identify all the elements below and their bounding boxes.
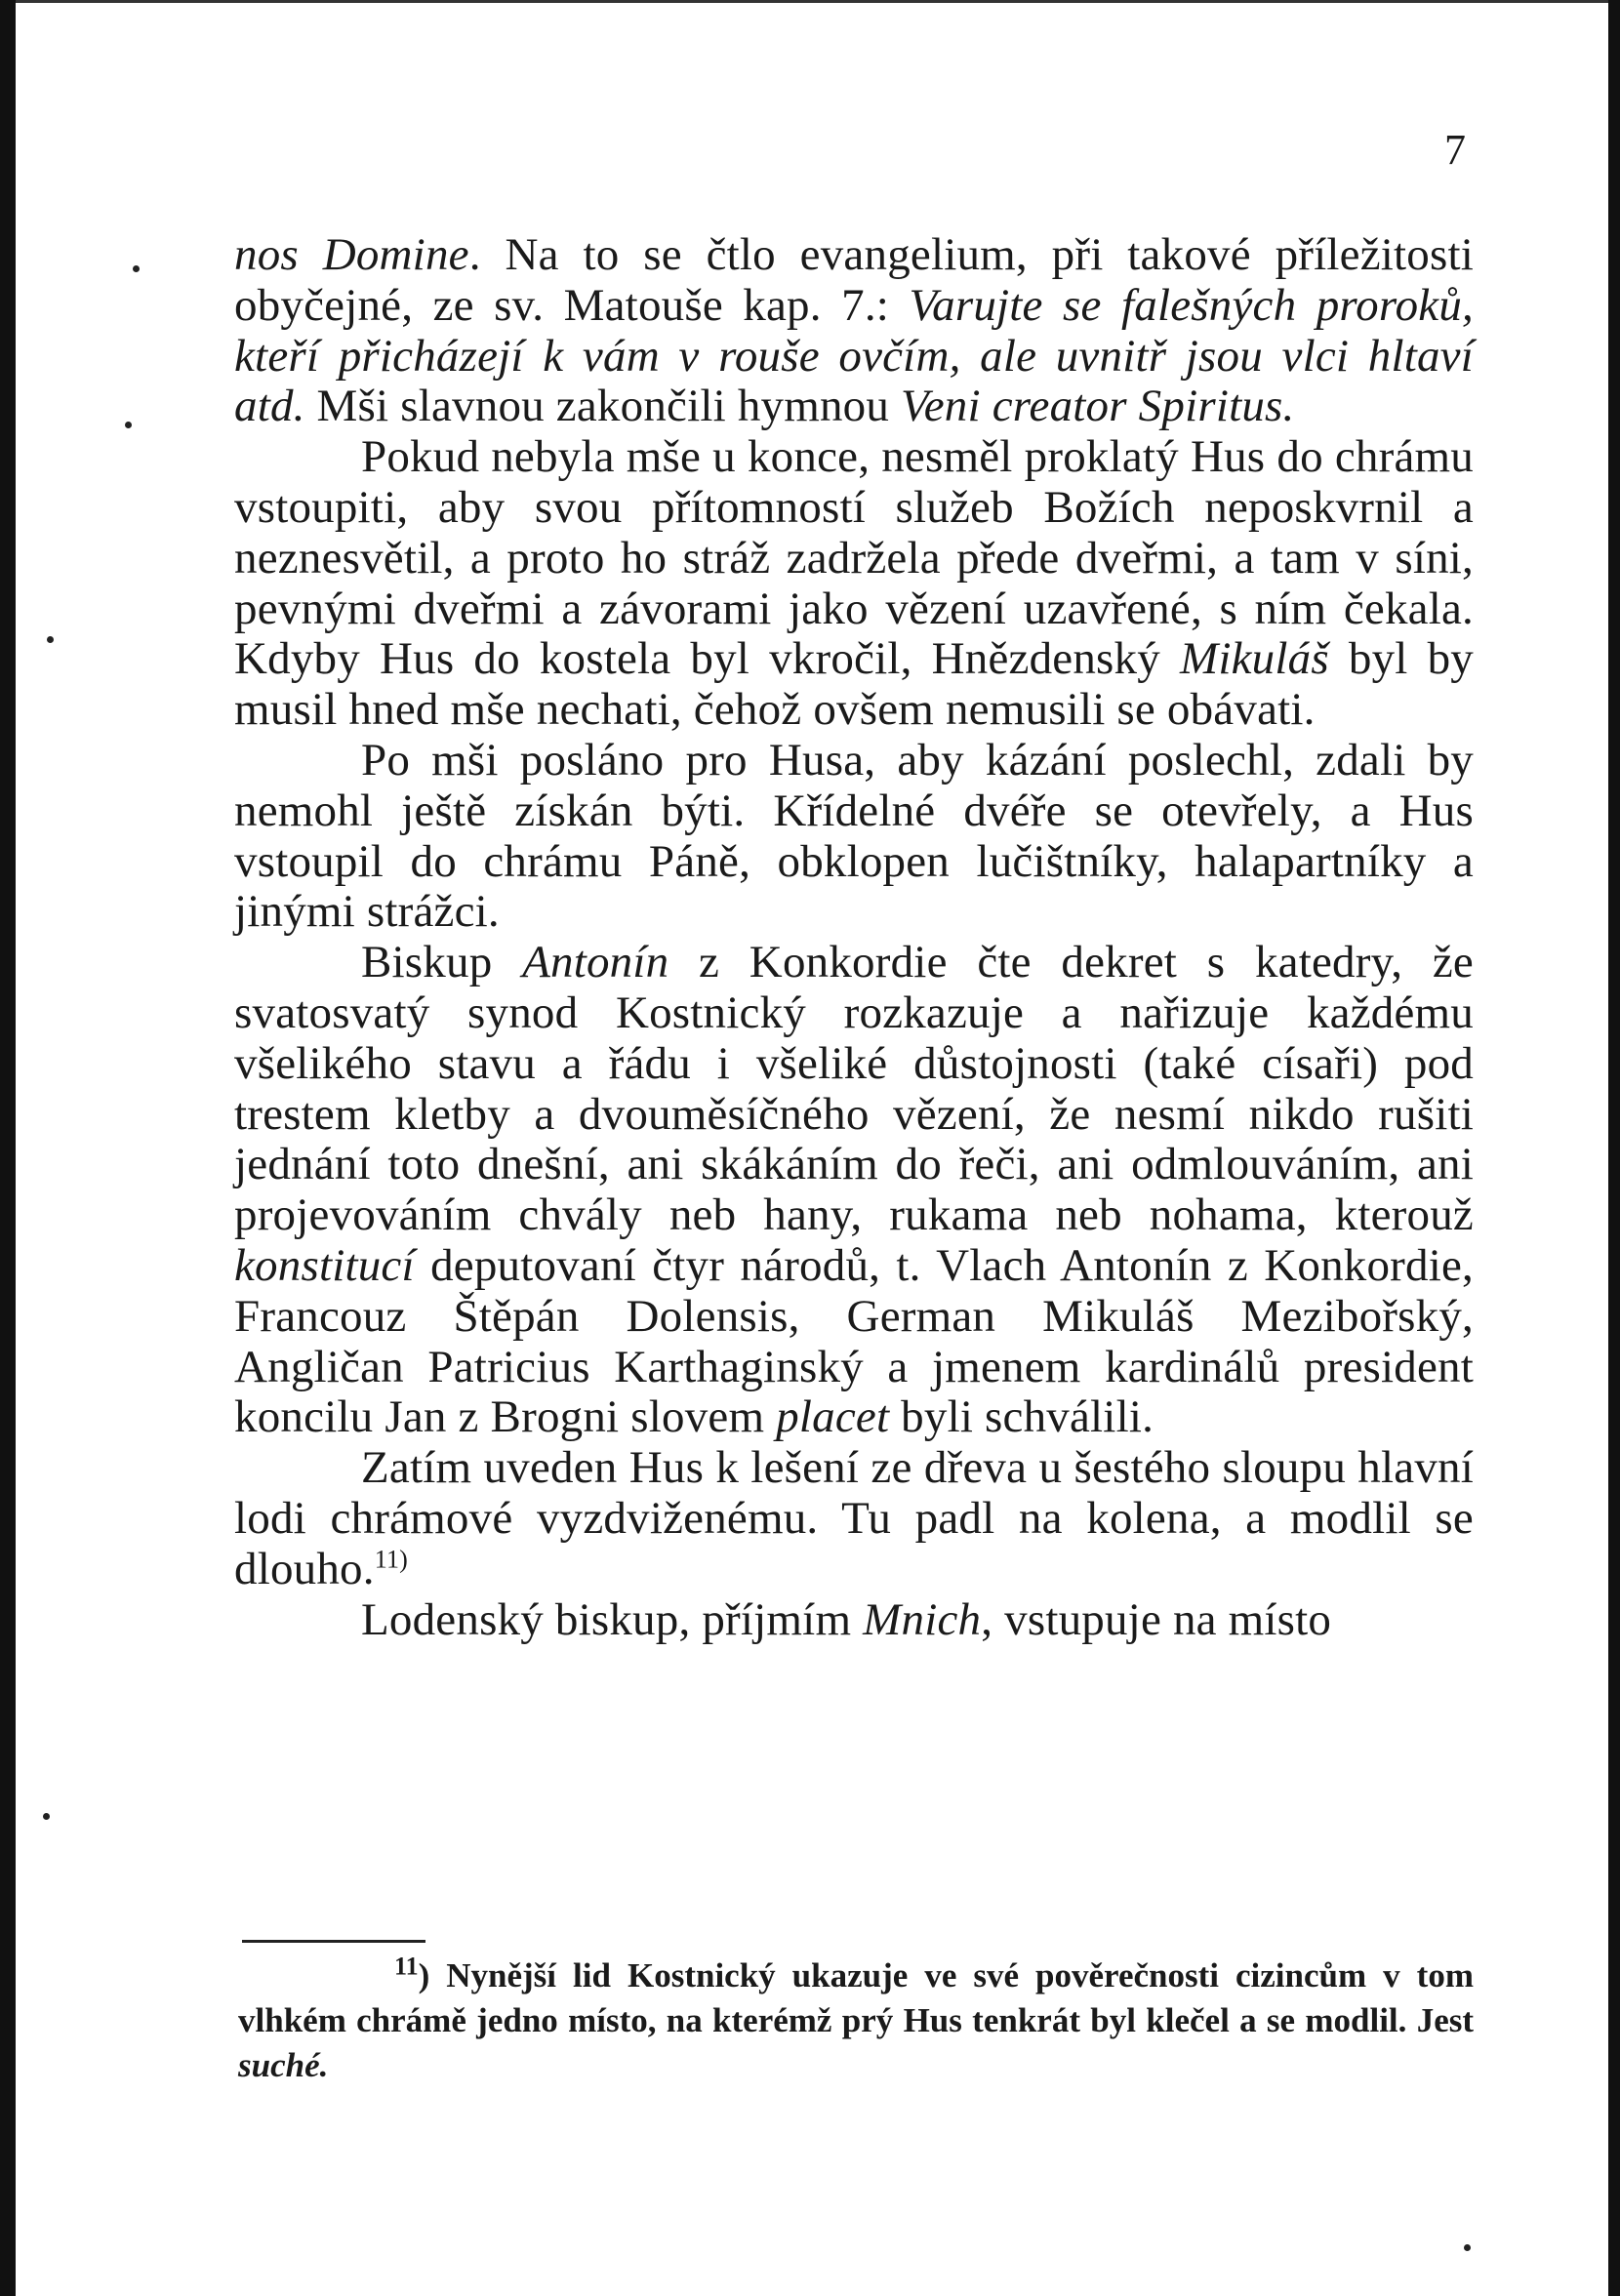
text-span-italic: konstitucí: [234, 1239, 415, 1291]
footnote-marker: 11: [394, 1952, 419, 1981]
scan-speck: [133, 265, 140, 272]
text-span-italic: Varujte se falešných proroků, kteří přicházejí k vám v rouše ovčím, ale uvnitř jsou vlci hltaví atd.: [234, 279, 1474, 432]
paragraph: [234, 736, 1474, 938]
footnote-reference: 11): [374, 1545, 409, 1574]
footnote: [238, 1954, 1474, 2088]
scan-border-right: [1608, 0, 1620, 2296]
text-span: Zatím uveden Hus k lešení ze dřeva u šestého sloupu hlavní lodi chrámové vyzdviženému. Tu padl na kolena, a modlil se dlouho.: [234, 1442, 1474, 1594]
text-span-italic: Mikuláš: [1180, 633, 1329, 685]
paragraph: [234, 1443, 1474, 1594]
text-span: deputovaní čtyr národů, t. Vlach Antonín z Konkordie, Francouz Štěpán Dolensis, German Mikuláš Mezibořský, Angličan Patricius Karthaginský a jmenem kardinálů president koncilu Jan z Brogni slovem: [234, 1239, 1474, 1443]
footnote-text: ) Nynější lid Kostnický ukazuje ve své pověrečnosti cizincům v tom vlhkém chrámě jedno místo, na kterémž prý Hus tenkrát byl klečel a se modlil. Jest: [238, 1956, 1474, 2039]
text-span: byl by musil hned mše nechati, čehož ovšem nemusili se obávati.: [234, 633, 1474, 736]
scan-border-top: [16, 0, 1608, 3]
text-span: , vstupuje na místo: [981, 1593, 1332, 1645]
text-span: . Na to se čtlo evangelium, při takové příležitosti obyčejné, ze sv. Matouše kap. 7.:: [234, 229, 1474, 331]
text-span-italic: Mnich: [863, 1593, 982, 1645]
footnote-text-italic: suché.: [238, 2046, 329, 2084]
text-span: Biskup: [361, 937, 523, 988]
text-span: Pokud nebyla mše u konce, nesměl proklatý Hus do chrámu vstoupiti, aby svou přítomností služeb Božích neposkvrnil a neznesvětil, a proto ho stráž zadržela přede dveřmi, a tam v síni, pevnými dveřmi a závorami jako vězení uzavřené, s ním čekala. Kdyby Hus do kostela byl vkročil, Hnězdenský: [234, 431, 1474, 685]
footnote-divider: [242, 1940, 425, 1943]
paragraph: [234, 432, 1474, 736]
text-span-italic: nos Domine: [234, 229, 469, 280]
text-span: Lodenský biskup, příjmím: [361, 1593, 864, 1645]
text-span-italic: Veni creator Spiritus.: [901, 381, 1295, 432]
text-span: byli schválili.: [889, 1391, 1154, 1443]
scan-speck: [1464, 2244, 1471, 2251]
text-span: Mši slavnou zakončili hymnou: [304, 381, 902, 432]
scan-speck: [47, 636, 54, 643]
paragraph: [234, 938, 1474, 1443]
text-span: z Konkordie čte dekret s katedry, že svatosvatý synod Kostnický rozkazuje a nařizuje každému všelikého stavu a řádu i všeliké důstojnosti (také císaři) pod trestem kletby a dvouměsíčného vězení, že nesmí nikdo rušiti jednání toto dnešní, ani skákáním do řeči, ani odmlouváním, ani projevováním chvály neb hany, rukama neb nohama, kterouž: [234, 937, 1474, 1241]
text-span: Po mši posláno pro Husa, aby kázání poslechl, zdali by nemohl ještě získán býti. Křídelné dvéře se otevřely, a Hus vstoupil do chrámu Páně, obklopen lučištníky, halapartníky a jinými strážci.: [234, 734, 1474, 938]
scan-speck: [43, 1813, 50, 1820]
scan-border-left: [0, 0, 16, 2296]
scan-speck: [125, 422, 132, 428]
text-span-italic: placet: [776, 1391, 890, 1443]
paragraph: [234, 230, 1474, 432]
text-span-italic: Antonín: [522, 937, 669, 988]
body-text: [234, 230, 1474, 1645]
page-number: 7: [1444, 126, 1466, 174]
paragraph: [234, 1595, 1474, 1646]
